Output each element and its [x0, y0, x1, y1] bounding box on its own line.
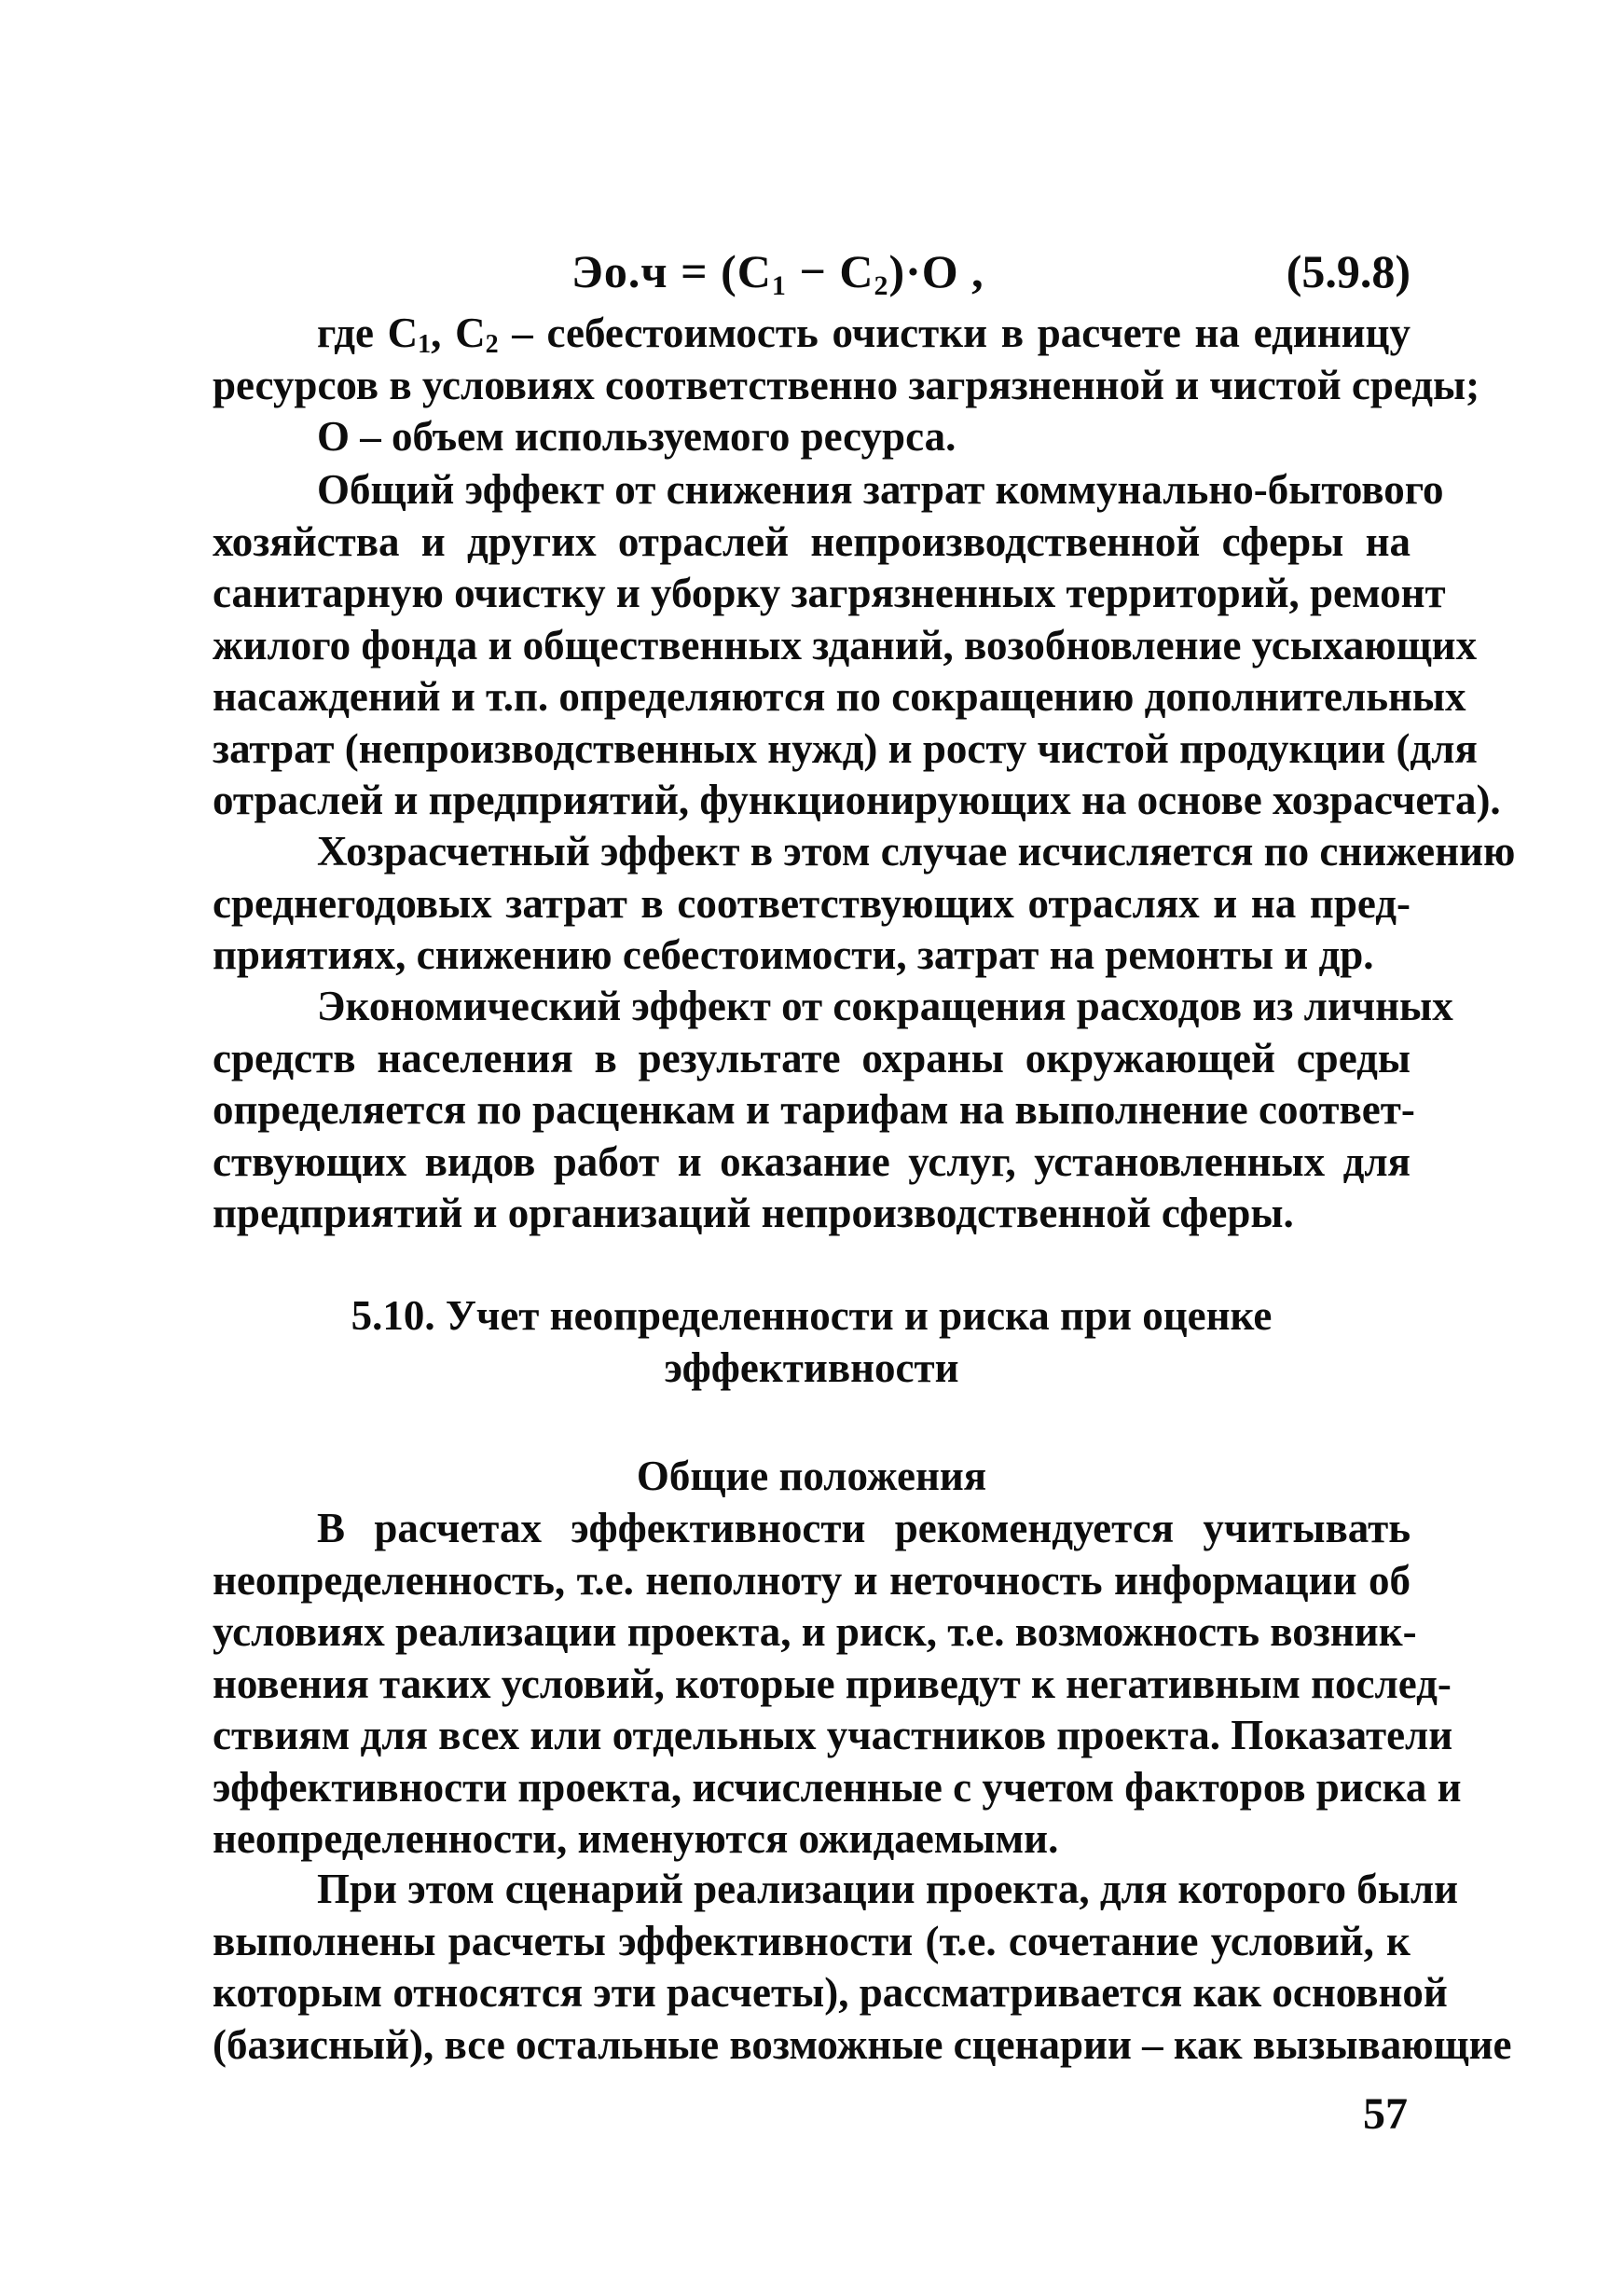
text-line: предприятий и организаций непроизводственной сферы. [213, 1190, 1294, 1236]
text-line: отраслей и предприятий, функционирующих на основе хозрасчета). [213, 777, 1501, 823]
text-line: При этом сценарий реализации проекта, для которого были [317, 1866, 1459, 1912]
text-line: ствующих видов работ и оказание услуг, установленных для [213, 1137, 1411, 1185]
paragraph-definitions [213, 308, 1480, 463]
text-line: ресурсов в условиях соответственно загрязненной и чистой среды; [213, 361, 1480, 408]
text-line: новения таких условий, которые приведут к негативным послед- [213, 1660, 1452, 1707]
text-line: затрат (непроизводственных нужд) и росту чистой продукции (для [213, 724, 1478, 772]
text-line: (базисный), все остальные возможные сценарии – как вызывающие [213, 2020, 1512, 2068]
paragraph-uncertainty [213, 1503, 1462, 1866]
text-line: жилого фонда и общественных зданий, возобновление усыхающих [213, 621, 1478, 668]
text-line: насаждений и т.п. определяются по сокращению дополнительных [213, 673, 1466, 720]
section-heading-line: эффективности [664, 1344, 959, 1391]
paragraph-self-financing-effect [213, 826, 1516, 982]
page-number: 57 [1363, 2089, 1408, 2139]
section-heading [213, 1289, 1411, 1394]
text-line: санитарную очистку и уборку загрязненных территорий, ремонт [213, 570, 1446, 616]
text-line: Общий эффект от снижения затрат коммунально-бытового [317, 466, 1444, 513]
text-line: определяется по расценкам и тарифам на выполнение соответ- [213, 1086, 1415, 1133]
text-line: среднегодовых затрат в соответствующих отраслях и на пред- [213, 879, 1411, 927]
text-line: средств населения в результате охраны окружающей среды [213, 1034, 1411, 1082]
subsection-heading: Общие положения [636, 1453, 987, 1499]
text-line: ствиям для всех или отдельных участников проекта. Показатели [213, 1712, 1453, 1758]
text-line: приятиях, снижению себестоимости, затрат на ремонты и др. [213, 931, 1374, 978]
text-line: где $C_1$, $C_2$ – себестоимость очистки в расчете на единицу [317, 310, 1411, 359]
text-line: выполнены расчеты эффективности (т.е. сочетание условий, к [213, 1917, 1411, 1964]
equation-number: (5.9.8) [1286, 245, 1411, 297]
text-line: эффективности проекта, исчисленные с учетом факторов риска и [213, 1763, 1462, 1811]
text-line: которым относятся эти расчеты), рассматривается как основной [213, 1969, 1448, 2016]
paragraph-economic-effect [213, 981, 1453, 1240]
text-line: условиях реализации проекта, и риск, т.е. возможность возник- [213, 1608, 1417, 1655]
text-line: В расчетах эффективности рекомендуется учитывать [317, 1505, 1411, 1551]
text-line: неопределенность, т.е. неполноту и неточность информации об [213, 1556, 1411, 1604]
text-line: О – объем используемого ресурса. [317, 413, 957, 460]
formula: $Эо.ч = (C_1 - C_2)\cdot O$ , [571, 245, 984, 301]
paragraph-general-effect [213, 464, 1501, 827]
section-heading-line: 5.10. Учет неопределенности и риска при оценке [351, 1292, 1273, 1339]
text-line: Экономический эффект от сокращения расходов из личных [317, 983, 1453, 1029]
text-line: Хозрасчетный эффект в этом случае исчисляется по снижению [317, 828, 1516, 875]
text-line: неопределенности, именуются ожидаемыми. [213, 1815, 1059, 1862]
text-line: хозяйства и других отраслей непроизводственной сферы на [213, 517, 1411, 565]
paragraph-scenario [213, 1864, 1512, 2071]
